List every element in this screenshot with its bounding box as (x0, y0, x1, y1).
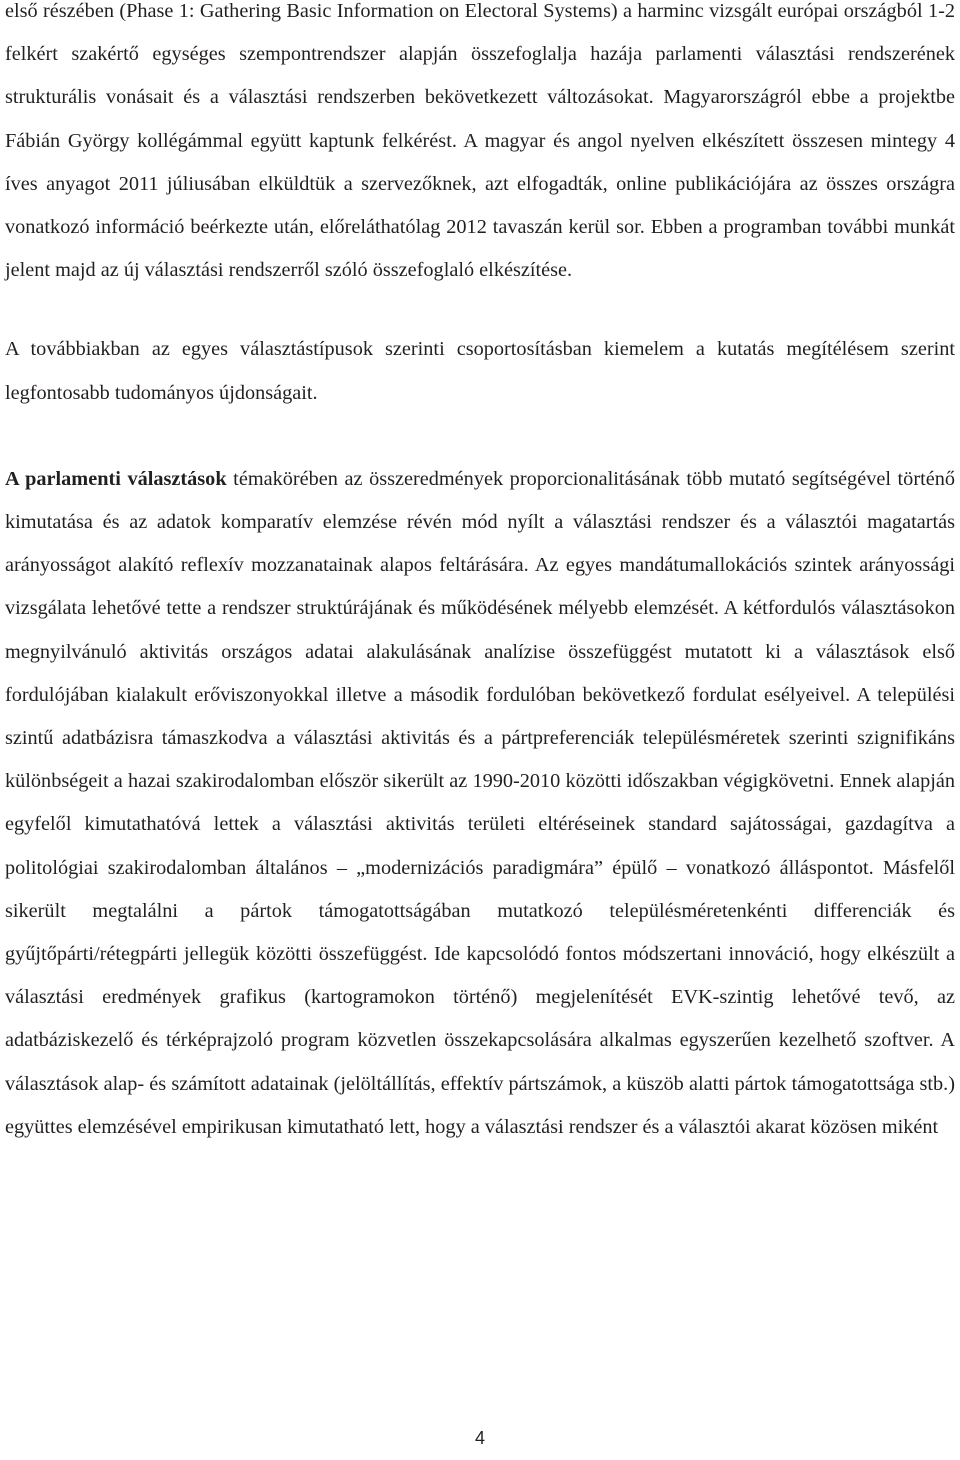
paragraph-parliamentary-elections-body: témakörében az összeredmények proporcionalitásának több mutató segítségével történő kimutatása és az adatok komparatív elemzése révén mód nyílt a választási rendszer és a választói magatartás arányosságot alakító reflexív mozzanatainak alapos feltárására. Az egyes mandátumallokációs szintek arányossági vizsgálata lehetővé tette a rendszer struktúrájának és működésének mélyebb elemzését. A kétfordulós választásokon megnyilvánuló aktivitás országos adatai alakulásának analízise összefüggést mutatott ki a választások első fordulójában kialakult erőviszonyokkal illetve a második fordulóban bekövetkező fordulat esélyeivel. A települési szintű adatbázisra támaszkodva a választási aktivitás és a pártpreferenciák településméretek szerinti szignifikáns különbségeit a hazai szakirodalomban először sikerült az 1990-2010 közötti időszakban végigkövetni. Ennek alapján egyfelől kimutathatóvá lettek a választási aktivitás területi eltéréseinek standard sajátosságai, gazdagítva a politológiai szakirodalomban általános – „modernizációs paradigmára” épülő – vonatkozó álláspontot. Másfelől sikerült megtalálni a pártok támogatottságában mutatkozó településméretenkénti differenciák és gyűjtőpárti/rétegpárti jellegük közötti összefüggést. Ide kapcsolódó fontos módszertani innováció, hogy elkészült a választási eredmények grafikus (kartogramokon történő) megjelenítését EVK-szintig lehetővé tevő, az adatbáziskezelő és térképrajzoló program közvetlen összekapcsolására alkalmas egyszerűen kezelhető szoftver. A választások alap- és számított adatainak (jelöltállítás, effektív pártszámok, a küszöb alatti pártok támogatottsága stb.) együttes elemzésével empirikusan kimutatható lett, hogy a választási rendszer és a választói akarat közösen miként (5, 467, 955, 1138)
paragraph-phase1-project: első részében (Phase 1: Gathering Basic Information on Electoral Systems) a harminc vizsgált európai országból 1-2 felkért szakértő egységes szempontrendszer alapján összefoglalja hazája parlamenti választási rendszerének strukturális vonásait és a választási rendszerben bekövetkezett változásokat. Magyarországról ebbe a projektbe Fábián György kollégámmal együtt kaptunk felkérést. A magyar és angol nyelven elkészített összesen mintegy 4 íves anyagot 2011 júliusában elküldtük a szervezőknek, azt elfogadták, online publikációjára az összes országra vonatkozó információ beérkezte után, előreláthatólag 2012 tavaszán kerül sor. Ebben a programban további munkát jelent majd az új választási rendszerről szóló összefoglaló elkészítése. (5, 0, 955, 282)
section-heading-parliamentary-elections: A parlamenti választások (5, 467, 227, 490)
document-page (5, 0, 955, 1149)
page-number: 4 (474, 1428, 485, 1448)
paragraph-parliamentary-elections (5, 458, 955, 1149)
paragraph-introduction: A továbbiakban az egyes választástípusok szerinti csoportosításban kiemelem a kutatás megítélésem szerint legfontosabb tudományos újdonságait. (5, 338, 955, 404)
